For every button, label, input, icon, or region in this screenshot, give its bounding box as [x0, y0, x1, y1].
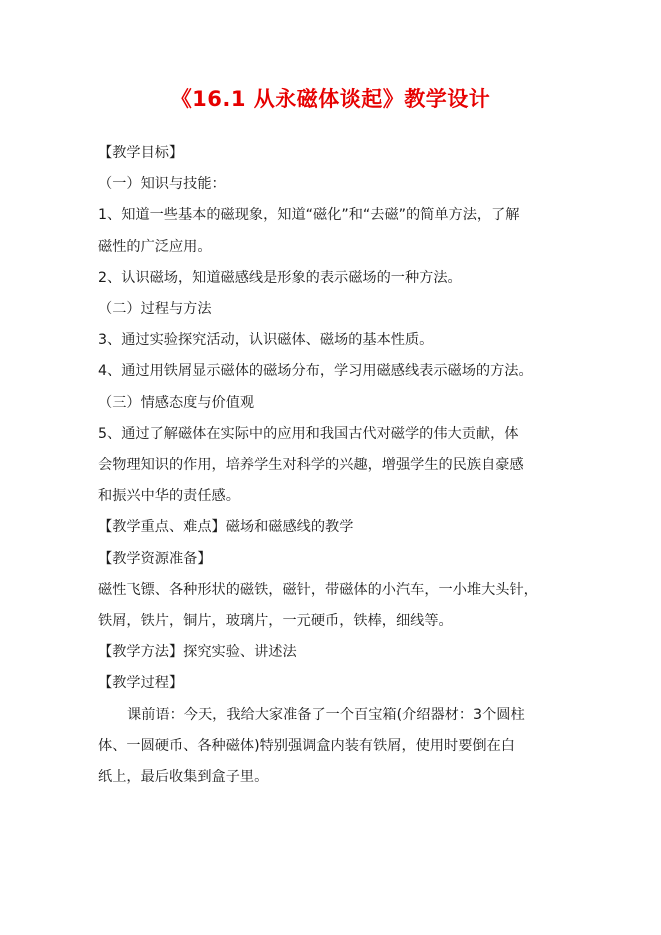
paragraph-line: 2、认识磁场，知道磁感线是形象的表示磁场的一种方法。	[98, 269, 462, 286]
paragraph-line: 铁屑，铁片，铜片，玻璃片，一元硬币，铁棒，细线等。	[98, 613, 453, 630]
section-heading-key-points: 【教学重点、难点】磁场和磁感线的教学	[98, 519, 354, 536]
subheading-emotion-values: （三）情感态度与价值观	[98, 394, 255, 411]
paragraph-line: 1、知道一些基本的磁现象，知道“磁化”和“去磁”的简单方法，了解	[98, 207, 520, 224]
document-body	[98, 138, 566, 793]
section-heading-methods: 【教学方法】探究实验、讲述法	[98, 644, 297, 661]
paragraph-line: 和振兴中华的责任感。	[98, 488, 240, 505]
paragraph-line: 5、通过了解磁体在实际中的应用和我国古代对磁学的伟大贡献，体	[98, 425, 519, 442]
paragraph-line: 课前语：今天，我给大家准备了一个百宝箱(介绍器材：3个圆柱	[127, 706, 525, 723]
paragraph-line: 磁性的广泛应用。	[98, 238, 212, 255]
paragraph-line: 会物理知识的作用，培养学生对科学的兴趣，增强学生的民族自豪感	[98, 457, 524, 474]
paragraph-line: 纸上，最后收集到盒子里。	[98, 769, 269, 786]
section-heading-resources: 【教学资源准备】	[98, 550, 212, 567]
paragraph-line: 磁性飞镖、各种形状的磁铁，磁针，带磁体的小汽车，一小堆大头针，	[98, 581, 538, 598]
document-title: 《16.1 从永磁体谈起》教学设计	[170, 87, 491, 111]
paragraph-line: 4、通过用铁屑显示磁体的磁场分布，学习用磁感线表示磁场的方法。	[98, 363, 533, 380]
section-heading-objectives: 【教学目标】	[98, 145, 184, 161]
subheading-process-method: （二）过程与方法	[98, 301, 212, 318]
paragraph-line: 3、通过实验探究活动，认识磁体、磁场的基本性质。	[98, 332, 434, 349]
section-heading-process: 【教学过程】	[98, 675, 184, 692]
paragraph-line: 体、一圆硬币、各种磁体)特别强调盒内装有铁屑，使用时要倒在白	[98, 737, 515, 754]
subheading-knowledge-skills: （一）知识与技能：	[98, 176, 226, 193]
